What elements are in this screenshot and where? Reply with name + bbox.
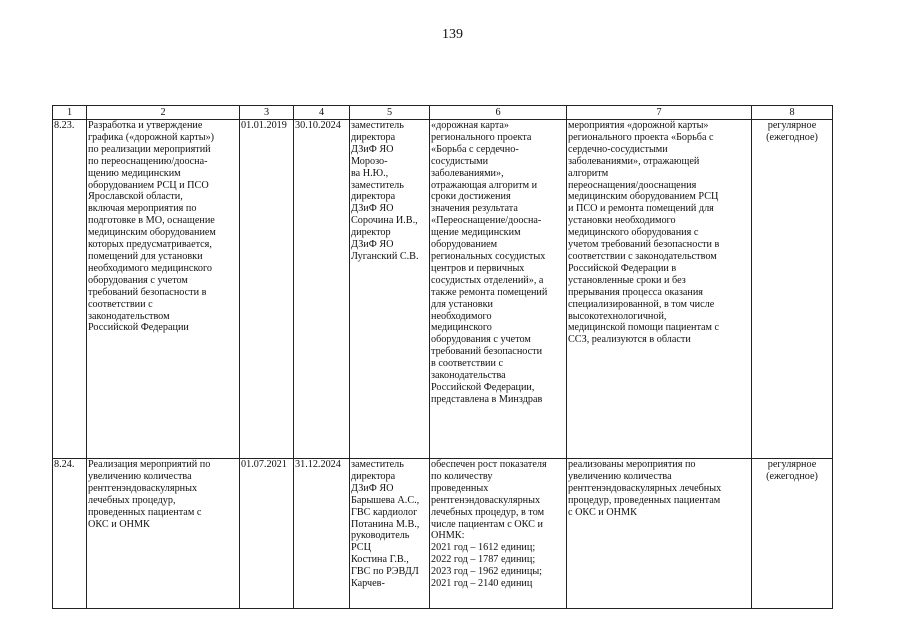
text-line: прерывания процесса оказания — [568, 286, 703, 298]
text-line: (ежегодное) — [766, 470, 818, 482]
result-description — [567, 459, 752, 609]
text-line: законодательством — [88, 310, 170, 322]
text-line: специализированной, в том числе — [568, 298, 715, 310]
text-line: оборудованием — [431, 239, 498, 251]
text-line: ОНМК: — [431, 530, 465, 542]
end-date: 31.12.2024 — [294, 459, 350, 609]
text-line: проведенных — [431, 482, 489, 494]
text-line: рентгенэндоваскулярных лечебных — [568, 482, 722, 494]
text-line: Российской Федерации — [88, 322, 189, 334]
text-line: директора — [351, 191, 396, 203]
text-line: числе пациентам с ОКС и — [431, 518, 543, 530]
text-line: оборудования с учетом — [431, 334, 531, 346]
page-number: 139 — [442, 27, 463, 42]
text-line: сосудистыми — [431, 155, 489, 167]
text-line: обеспечен рост показателя — [431, 459, 547, 470]
text-line: центров и первичных — [431, 262, 525, 274]
text-line: соответствии с — [88, 298, 153, 310]
text-line: Разработка и утверждение — [88, 120, 203, 131]
text-line: реализованы мероприятия по — [568, 459, 696, 470]
text-line: щению медицинским — [88, 167, 181, 179]
text-line: рентгенэндоваскулярных — [88, 482, 198, 494]
text-line: регионального проекта «Борьба с — [568, 131, 714, 143]
control-type — [752, 120, 833, 459]
text-line: для установки — [431, 298, 493, 310]
text-line: медицинским оборудованием — [88, 227, 216, 239]
text-line: высокотехнологичной, — [568, 310, 667, 322]
text-line: алгоритм — [568, 167, 609, 179]
text-line: ДЗиФ ЯО — [351, 239, 394, 251]
text-line: «Борьба с сердечно- — [431, 143, 519, 155]
text-line: ва Н.Ю., — [351, 167, 389, 179]
text-line: «дорожная карта» — [431, 120, 510, 131]
text-line: Российской Федерации, — [431, 381, 535, 393]
task-title — [87, 459, 240, 609]
text-line: процедур, проведенных пациентам — [568, 494, 721, 506]
text-line: лечебных процедур, в том — [431, 506, 545, 518]
text-line: оборудования с учетом — [88, 274, 188, 286]
table-row — [53, 459, 833, 609]
result-description — [567, 120, 752, 459]
text-line: включая мероприятия по — [88, 203, 197, 215]
text-line: 2021 год – 1612 единиц; — [431, 542, 536, 554]
text-line: медицинским оборудованием РСЦ — [568, 191, 719, 203]
text-line: заместитель — [351, 120, 404, 131]
text-line: учетом требований безопасности в — [568, 239, 720, 251]
text-line: 2022 год – 1787 единиц; — [431, 554, 536, 566]
text-line: ДЗиФ ЯО — [351, 203, 394, 215]
column-number: 1 — [53, 106, 87, 120]
plan-table — [52, 105, 833, 609]
text-line: регионального проекта — [431, 131, 532, 143]
text-line: графика («дорожной карты») — [88, 131, 215, 143]
text-line: медицинской помощи пациентам с — [568, 322, 720, 334]
text-line: заболеваниями», — [431, 167, 504, 179]
text-line: Карчев- — [351, 578, 385, 590]
text-line: законодательства — [431, 370, 506, 382]
column-number: 4 — [294, 106, 350, 120]
text-line: 2021 год – 2140 единиц — [431, 578, 533, 590]
text-line: представлена в Минздрав — [431, 393, 543, 405]
start-date: 01.07.2021 — [240, 459, 294, 609]
text-line: Реализация мероприятий по — [88, 459, 211, 470]
column-number: 5 — [350, 106, 430, 120]
column-number: 6 — [430, 106, 567, 120]
text-line: требований безопасности в — [88, 286, 207, 298]
text-line: руководитель — [351, 530, 410, 542]
text-line: (ежегодное) — [766, 131, 818, 143]
text-line: установки необходимого — [568, 215, 676, 227]
text-line: Барышева А.С., — [351, 494, 420, 506]
text-line: которых предусматривается, — [88, 239, 212, 251]
text-line: Ярославской области, — [88, 191, 183, 203]
text-line: ГВС кардиолог — [351, 506, 418, 518]
text-line: значения результата — [431, 203, 518, 215]
text-line: регулярное — [767, 459, 817, 470]
column-number: 7 — [567, 106, 752, 120]
text-line: 2023 год – 1962 единицы; — [431, 566, 542, 578]
text-line: необходимого — [431, 310, 492, 322]
text-line: сердечно-сосудистыми — [568, 143, 668, 155]
text-line: переоснащения/дооснащения — [568, 179, 697, 191]
text-line: ДЗиФ ЯО — [351, 482, 394, 494]
text-line: заместитель — [351, 459, 404, 470]
column-number: 2 — [87, 106, 240, 120]
text-line: заболеваниями», отражающей — [568, 155, 700, 167]
text-line: требований безопасности — [431, 346, 543, 358]
text-line: ГВС по РЭВДЛ — [351, 566, 419, 578]
text-line: директор — [351, 227, 391, 239]
text-line: сроки достижения — [431, 191, 511, 203]
text-line: подготовке в МО, оснащение — [88, 215, 215, 227]
table-row — [53, 120, 833, 459]
text-line: Потанина М.В., — [351, 518, 420, 530]
text-line: проведенных пациентам с — [88, 506, 202, 518]
text-line: оборудованием РСЦ и ПСО — [88, 179, 209, 191]
text-line: в соответствии с — [431, 358, 503, 370]
column-number: 3 — [240, 106, 294, 120]
text-line: также ремонта помещений — [431, 286, 548, 298]
task-title — [87, 120, 240, 459]
responsible-persons — [350, 120, 430, 459]
text-line: увеличению количества — [88, 470, 192, 482]
expected-result — [430, 459, 567, 609]
text-line: ДЗиФ ЯО — [351, 143, 394, 155]
text-line: ОКС и ОНМК — [88, 518, 150, 530]
text-line: лечебных процедур, — [88, 494, 176, 506]
text-line: заместитель — [351, 179, 404, 191]
text-line: помещений для установки — [88, 250, 203, 262]
end-date: 30.10.2024 — [294, 120, 350, 459]
text-line: Костина Г.В., — [351, 554, 409, 566]
text-line: рентгенэндоваскулярных — [431, 494, 541, 506]
text-line: мероприятия «дорожной карты» — [568, 120, 709, 131]
responsible-persons — [350, 459, 430, 609]
text-line: Российской Федерации в — [568, 262, 677, 274]
text-line: увеличению количества — [568, 470, 672, 482]
start-date: 01.01.2019 — [240, 120, 294, 459]
text-line: директора — [351, 470, 396, 482]
text-line: щение медицинским — [431, 227, 521, 239]
text-line: отражающая алгоритм и — [431, 179, 538, 191]
text-line: Сорочина И.В., — [351, 215, 418, 227]
text-line: с ОКС и ОНМК — [568, 506, 637, 518]
text-line: и ПСО и ремонта помещений для — [568, 203, 714, 215]
text-line: необходимого медицинского — [88, 262, 212, 274]
control-type — [752, 459, 833, 609]
text-line: «Переоснащение/дооcна- — [431, 215, 542, 227]
text-line: ССЗ, реализуются в области — [568, 334, 691, 346]
column-number: 8 — [752, 106, 833, 120]
expected-result — [430, 120, 567, 459]
text-line: директора — [351, 131, 396, 143]
text-line: РСЦ — [351, 542, 371, 554]
text-line: регулярное — [767, 120, 817, 131]
text-line: по количеству — [431, 470, 493, 482]
text-line: медицинского — [431, 322, 492, 334]
text-line: медицинского оборудования с — [568, 227, 699, 239]
text-line: по переоснащению/дооcна- — [88, 155, 208, 167]
text-line: сосудистых отделений», а — [431, 274, 544, 286]
row-number: 8.24. — [53, 459, 87, 609]
text-line: соответствии с законодательством — [568, 250, 717, 262]
column-numbers-row — [53, 106, 833, 120]
text-line: по реализации мероприятий — [88, 143, 211, 155]
text-line: Луганский С.В. — [351, 250, 419, 262]
text-line: Морозо- — [351, 155, 388, 167]
row-number: 8.23. — [53, 120, 87, 459]
text-line: региональных сосудистых — [431, 250, 546, 262]
text-line: установленные сроки и без — [568, 274, 686, 286]
